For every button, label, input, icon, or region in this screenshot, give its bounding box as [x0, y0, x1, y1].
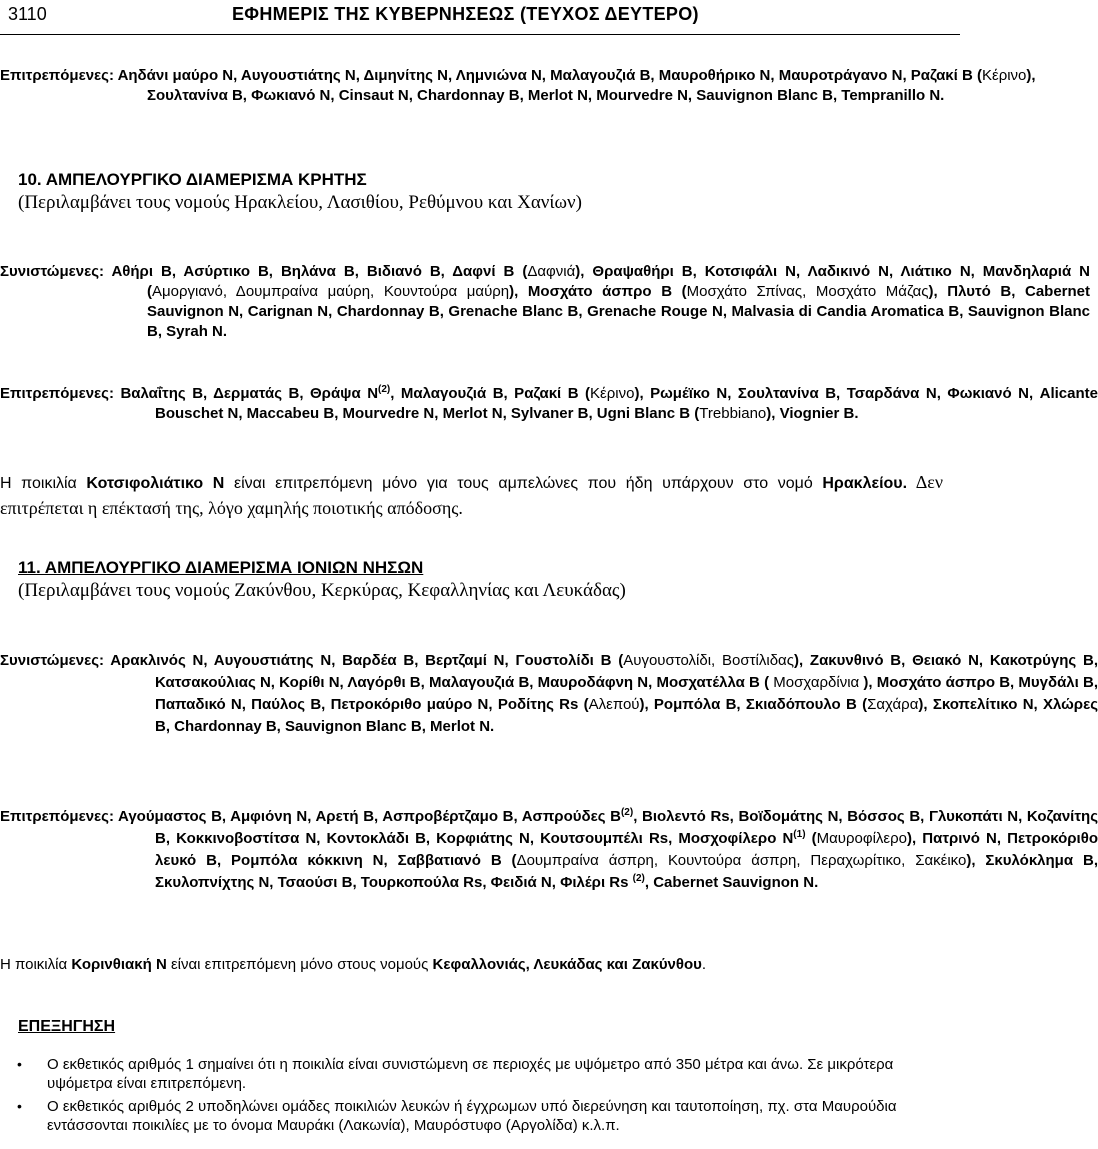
synonym-text: Μοσχάτο Σπίνας, Μοσχάτο Μάζας [686, 283, 929, 300]
varieties-text: Αθήρι Β, Ασύρτικο Β, Βηλάνα Β, Βιδιανό Β, Δαφνί Β ( [104, 263, 528, 280]
region-name: Ηρακλείου. [822, 475, 908, 492]
synonym-text: Δαφνιά [527, 263, 576, 280]
journal-title: ΕΦΗΜΕΡΙΣ ΤΗΣ ΚΥΒΕΡΝΗΣΕΩΣ (ΤΕΥΧΟΣ ΔΕΥΤΕΡΟ) [232, 4, 699, 24]
section-11-title: 11. ΑΜΠΕΛΟΥΡΓΙΚΟ ΔΙΑΜΕΡΙΣΜΑ ΙΟΝΙΩΝ ΝΗΣΩΝ [18, 558, 424, 577]
synonym-text: Κέρινο [982, 67, 1027, 84]
varieties-text: ), Πατρινό Ν, Πετροκόριθο λευκό Β, Ρομπόλα κόκκινη Ν, Σαββατιανό Β ( [155, 830, 1098, 869]
superscript-2: (2) [378, 384, 391, 395]
varieties-text: Αρακλινός Ν, Αυγουστιάτης Ν, Βαρδέα Β, Βερτζαμί Ν, Γουστολίδι Β ( [104, 652, 624, 669]
varieties-text: ), Πλυτό Β, Cabernet Sauvignon Ν, Carignan Ν, Chardonnay Β, Grenache Blanc Β, Grenache Rouge Ν, Malvasia di Candia Aromatica Β, Sauvignon Blanc Β, Syrah Ν. [147, 283, 1091, 340]
synonym-text: Κέρινο [590, 385, 635, 402]
section-10-recommended [0, 262, 1090, 342]
varieties-text: ), Σουλτανίνα Β, Φωκιανό Ν, Cinsaut Ν, Chardonnay Β, Merlot Ν, Mourvedre Ν, Sauvignon Blanc Β, Tempranillo Ν. [147, 67, 1036, 104]
note-text: είναι επιτρεπόμενη μόνο στους νομούς [166, 956, 433, 973]
synonym-text: Σαχάρα [867, 696, 919, 713]
section-11-permitted [0, 806, 1098, 894]
synonym-text: Αμοργιανό, Δουμπραίνα μαύρη, Κουντούρα μαύρη [152, 283, 510, 300]
synonym-text: Μοσχαρδίνια [773, 674, 860, 691]
explanation-text: Ο εκθετικός αριθμός 2 υποδηλώνει ομάδες ποικιλιών λευκών ή έγχρωμων υπό διερεύνηση και ταυτοποίηση, πχ. στα Μαυρούδια εντάσσονται ποικιλίες με το όνομα Μαυράκι (Λακωνία), Μαυρόστυφο (Αργολίδα) κ.λ.π. [47, 1098, 897, 1134]
permitted-label: Επιτρεπόμενες: [0, 67, 114, 84]
section-11-note [0, 955, 943, 975]
varieties-text: , Μαλαγουζιά Β, Ραζακί Β ( [390, 385, 591, 402]
page-number: 3110 [8, 4, 47, 24]
section-11-subtitle: (Περιλαμβάνει τους νομούς Ζακύνθου, Κερκύρας, Κεφαλληνίας και Λευκάδας) [18, 580, 626, 601]
bullet-icon: • [17, 1056, 22, 1072]
synonym-text: Αυγουστολίδι, Βοστίλιδας [623, 652, 794, 669]
varieties-text: ), Μοσχάτο άσπρο Β, Μυγδάλι Β, Παπαδικό Ν, Παύλος Β, Πετροκόριθο μαύρο Ν, Ροδίτης Rs ( [155, 674, 1098, 713]
list-item [0, 1097, 943, 1135]
varieties-text: ), Μοσχάτο άσπρο Β ( [509, 283, 687, 300]
note-text: Η ποικιλία [0, 956, 72, 973]
note-text: Η ποικιλία [0, 475, 87, 492]
varieties-text: ), Θραψαθήρι Β, Κοτσιφάλι Ν, Λαδικινό Ν, Λιάτικο Ν, Μανδηλαριά Ν ( [147, 263, 1090, 300]
varieties-text: , Βιολεντό Rs, Βοϊδομάτης Ν, Βόσσος Β, Γλυκοπάτι Ν, Κοζανίτης Β, Κοκκινοβοστίτσα Ν, Κοντοκλάδι Β, Κορφιάτης Ν, Κουτσουμπέλι Rs, Μοσχοφίλερο Ν [155, 808, 1098, 847]
explanation-list [0, 1055, 943, 1139]
varieties-text: Αγούμαστος Β, Αμφιόνη Ν, Αρετή Β, Ασπροβέρτζαμο Β, Ασπρούδες Β [113, 808, 621, 825]
note-text: είναι επιτρεπόμενη μόνο για τους αμπελώνες που ήδη υπάρχουν στο νομό [224, 475, 823, 492]
varieties-text: ( [805, 830, 817, 847]
list-item [0, 1055, 943, 1093]
page-header [0, 0, 960, 35]
note-text: . [701, 956, 707, 973]
superscript-1: (1) [793, 829, 806, 840]
section-10-subtitle: (Περιλαμβάνει τους νομούς Ηρακλείου, Λασιθίου, Ρεθύμνου και Χανίων) [18, 192, 582, 213]
recommended-label: Συνιστώμενες: [0, 652, 105, 669]
synonym-text: Δουμπραίνα άσπρη, Κουντούρα άσπρη, Περαχωρίτικο, Σακέικο [516, 852, 967, 869]
varieties-text: ), Ζακυνθινό Β, Θειακό Ν, Κακοτρύγης Β, Κατσακούλιας Ν, Κορίθι Ν, Λαγόρθι Β, Μαλαγουζιά Β, Μαυροδάφνη Ν, Μοσχατέλλα Β ( [155, 652, 1098, 691]
varieties-text: Βαλαΐτης Β, Δερματάς Β, Θράψα Ν [113, 385, 379, 402]
synonym-text: Trebbiano [699, 405, 767, 422]
variety-name: Κορινθιακή Ν [71, 956, 167, 973]
permitted-label: Επιτρεπόμενες: [0, 808, 114, 825]
varieties-text: ), Ρωμέϊκο Ν, Σουλτανίνα Β, Τσαρδάνα Ν, Φωκιανό Ν, Alicante Bouschet Ν, Maccabeu Β, Mourvedre Ν, Merlot Ν, Sylvaner Β, Ugni Blanc Β ( [155, 385, 1098, 422]
varieties-text: ), Σκοπελίτικο Ν, Χλώρες Β, Chardonnay Β, Sauvignon Blanc Β, Merlot Ν. [155, 696, 1098, 735]
explanation-text: Ο εκθετικός αριθμός 1 σημαίνει ότι η ποικιλία είναι συνιστώμενη σε περιοχές με υψόμετρο από 350 μέτρα και άνω. Σε μικρότερα υψόμετρα είναι επιτρεπόμενη. [47, 1056, 894, 1092]
varieties-text: ), Viognier Β. [766, 405, 859, 422]
varieties-text: ), Σκυλόκλημα Β, Σκυλοπνίχτης Ν, Τσαούσι Β, Τουρκοπούλα Rs, Φειδιά Ν, Φιλέρι Rs [155, 852, 1098, 891]
section-10-title: 10. ΑΜΠΕΛΟΥΡΓΙΚΟ ΔΙΑΜΕΡΙΣΜΑ ΚΡΗΤΗΣ [18, 170, 367, 189]
region-name: Κεφαλλονιάς, Λευκάδας και Ζακύνθου [432, 956, 702, 973]
note-text: Δεν επιτρέπεται η επέκτασή της, λόγο χαμηλής ποιοτικής απόδοσης. [0, 472, 944, 518]
bullet-icon: • [17, 1098, 22, 1114]
section-10-permitted [0, 384, 1098, 424]
varieties-text: ), Ρομπόλα Β, Σκιαδόπουλο Β ( [639, 696, 868, 713]
variety-name: Κοτσιφολιάτικο Ν [86, 475, 225, 492]
varieties-text: Αηδάνι μαύρο Ν, Αυγουστιάτης Ν, Διμηνίτης Ν, Λημνιώνα Ν, Μαλαγουζιά Β, Μαυροθήρικο Ν, Μαυροτράγανο Ν, Ραζακί Β ( [113, 67, 982, 84]
synonym-text: Μαυροφίλερο [816, 830, 907, 847]
recommended-label: Συνιστώμενες: [0, 263, 105, 280]
section-11-recommended [0, 650, 1098, 738]
superscript-2: (2) [620, 807, 634, 818]
superscript-2: (2) [632, 873, 645, 884]
varieties-text: , Cabernet Sauvignon Ν. [644, 874, 819, 891]
synonym-text: Αλεπού [588, 696, 640, 713]
explanation-title: ΕΠΕΞΗΓΗΣΗ [18, 1018, 116, 1035]
prev-permitted-paragraph [0, 66, 1090, 106]
section-10-note [0, 470, 943, 522]
permitted-label: Επιτρεπόμενες: [0, 385, 114, 402]
